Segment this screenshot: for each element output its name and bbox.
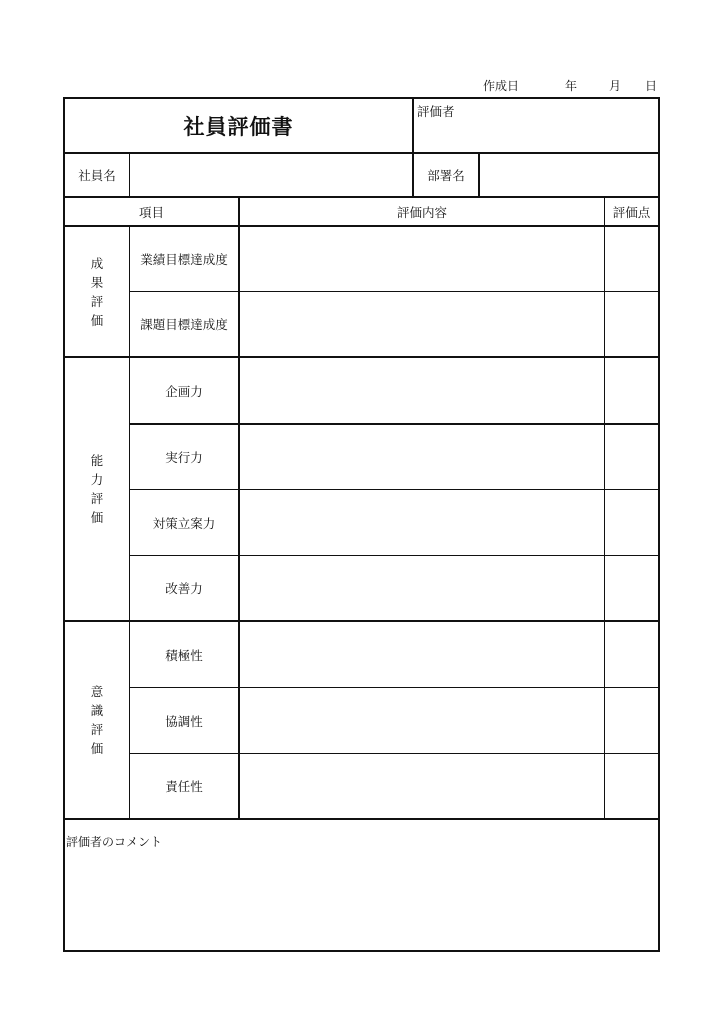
category-char: 成 — [90, 255, 104, 271]
department-field[interactable] — [480, 154, 658, 196]
page-title: 社員評価書 — [183, 114, 294, 139]
item-label: 対策立案力 — [152, 515, 216, 531]
score-cell[interactable] — [605, 754, 658, 818]
category-performance — [65, 227, 129, 356]
score-cell[interactable] — [605, 490, 658, 555]
category-ability — [65, 358, 129, 620]
score-cell[interactable] — [605, 227, 658, 291]
category-char: 能 — [90, 453, 104, 468]
category-char: 識 — [90, 703, 104, 718]
content-cell[interactable] — [240, 358, 604, 423]
category-char: 評 — [90, 293, 104, 309]
rule-comment-top — [63, 818, 660, 820]
year-label: 年 — [565, 79, 578, 93]
content-cell[interactable] — [240, 227, 604, 291]
score-cell[interactable] — [605, 425, 658, 489]
created-date-label: 作成日 — [483, 79, 520, 93]
day-label: 日 — [645, 79, 658, 93]
score-cell[interactable] — [605, 622, 658, 687]
item-label: 協調性 — [165, 713, 203, 729]
content-cell[interactable] — [240, 622, 604, 687]
content-cell[interactable] — [240, 292, 604, 356]
category-char: 価 — [90, 312, 104, 328]
item-label: 実行力 — [165, 450, 203, 465]
category-char: 評 — [90, 491, 104, 506]
comment-field[interactable] — [65, 852, 658, 950]
category-char: 果 — [90, 274, 104, 290]
item-label: 企画力 — [165, 383, 203, 399]
category-char: 価 — [90, 741, 104, 756]
score-cell[interactable] — [605, 688, 658, 753]
content-cell[interactable] — [240, 688, 604, 753]
score-cell[interactable] — [605, 556, 658, 620]
evaluator-field[interactable] — [414, 120, 658, 152]
employee-name-field[interactable] — [130, 154, 412, 196]
item-label: 課題目標達成度 — [140, 317, 228, 332]
department-label: 部署名 — [427, 168, 465, 183]
item-label: 業績目標達成度 — [140, 252, 228, 267]
content-cell[interactable] — [240, 556, 604, 620]
category-char: 価 — [90, 510, 104, 525]
border-bottom — [63, 950, 660, 952]
category-char: 評 — [90, 722, 104, 737]
score-cell[interactable] — [605, 358, 658, 423]
item-label: 改善力 — [165, 581, 203, 596]
item-label: 責任性 — [165, 779, 203, 794]
column-item-header: 項目 — [138, 204, 164, 220]
comment-label: 評価者のコメント — [66, 835, 163, 849]
content-cell[interactable] — [240, 490, 604, 555]
item-label: 積極性 — [165, 647, 203, 663]
column-content-header: 評価内容 — [396, 204, 447, 220]
category-char: 力 — [90, 472, 104, 487]
employee-name-label: 社員名 — [78, 168, 116, 183]
evaluator-label: 評価者 — [417, 104, 455, 119]
content-cell[interactable] — [240, 425, 604, 489]
month-label: 月 — [609, 79, 622, 93]
column-score-header: 評価点 — [612, 204, 651, 220]
category-char: 意 — [90, 684, 104, 699]
category-attitude — [65, 622, 129, 818]
score-cell[interactable] — [605, 292, 658, 356]
content-cell[interactable] — [240, 754, 604, 818]
